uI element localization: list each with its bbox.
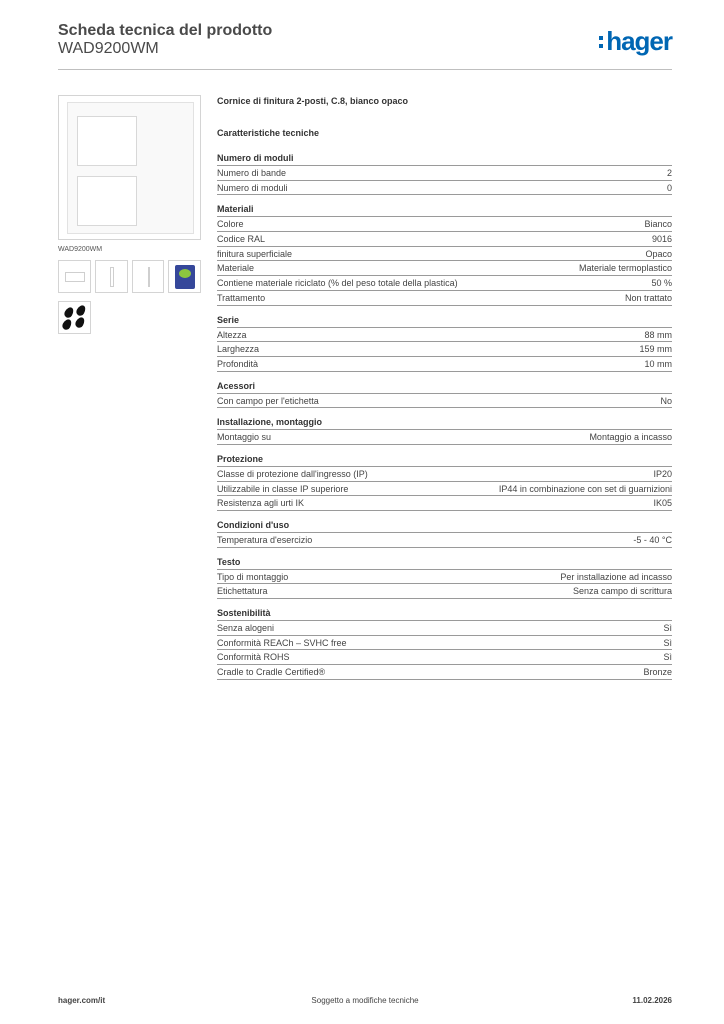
section-title: Materiali [217, 203, 672, 217]
spec-label: Etichettatura [217, 586, 268, 597]
spec-row [217, 291, 672, 306]
spec-sections [217, 152, 672, 680]
drop-shape [61, 318, 73, 332]
spec-label: Profondità [217, 358, 259, 369]
spec-row [217, 181, 672, 196]
spec-row [217, 394, 672, 409]
spec-label: Altezza [217, 329, 247, 340]
spec-value: Bronze [643, 667, 672, 678]
frame-slot-top [77, 116, 137, 166]
spec-section [217, 556, 672, 599]
doc-title: Scheda tecnica del prodotto [58, 22, 273, 39]
thumb-shape [65, 272, 85, 282]
spec-label: Utilizzabile in classe IP superiore [217, 483, 349, 494]
spec-row [217, 533, 672, 548]
spec-label: Conformità ROHS [217, 652, 290, 663]
spec-section [217, 453, 672, 511]
spec-section [217, 203, 672, 305]
spec-label: Classe di protezione dall'ingresso (IP) [217, 468, 368, 479]
tech-specs-title: Caratteristiche tecniche [217, 128, 320, 138]
thumbnail-strip [58, 260, 201, 293]
spec-value: Sì [663, 637, 672, 648]
spec-value: 2 [666, 168, 672, 178]
spec-section [217, 519, 672, 548]
spec-section [217, 380, 672, 409]
drop-shape [63, 306, 75, 320]
spec-row [217, 430, 672, 445]
logo-text: hager [606, 26, 672, 56]
spec-label: Contiene materiale riciclato (% del peso totale della plastica) [217, 278, 458, 289]
spec-value: IK05 [653, 498, 672, 509]
spec-value: 159 mm [639, 344, 672, 355]
product-image [58, 95, 201, 240]
spec-label: Numero di moduli [217, 182, 288, 193]
spec-value: Opaco [645, 248, 672, 259]
spec-value: IP20 [653, 468, 672, 479]
page-header [58, 20, 672, 70]
spec-value: IP44 in combinazione con set di guarnizioni [498, 483, 672, 494]
section-title: Sostenibilità [217, 607, 672, 621]
spec-row [217, 621, 672, 636]
eco-label-icon[interactable] [168, 260, 201, 293]
spec-label: Tipo di montaggio [217, 571, 289, 582]
spec-label: Senza alogeni [217, 623, 275, 634]
section-title: Protezione [217, 453, 672, 467]
spec-row [217, 342, 672, 357]
spec-row [217, 467, 672, 482]
spec-label: Trattamento [217, 292, 266, 303]
spec-value: -5 - 40 °C [633, 535, 672, 545]
frame-vertical-thumb[interactable] [95, 260, 128, 293]
spec-value: Non trattato [624, 292, 672, 303]
section-title: Testo [217, 556, 672, 570]
eco-badge [175, 265, 195, 289]
spec-label: Materiale [217, 263, 255, 274]
frame-illustration [67, 102, 194, 234]
spec-label: Numero di bande [217, 168, 287, 178]
section-title: Serie [217, 314, 672, 328]
spec-row [217, 247, 672, 262]
spec-value: No [660, 395, 672, 406]
spec-value: Montaggio a incasso [589, 432, 672, 443]
spec-row [217, 636, 672, 651]
footer-date: 11.02.2026 [632, 996, 672, 1005]
spec-value: Per installazione ad incasso [560, 571, 672, 582]
spec-row [217, 584, 672, 599]
footer-note: Soggetto a modifiche tecniche [311, 996, 419, 1005]
product-image-caption: WAD9200WM [58, 246, 103, 253]
hager-logo [599, 26, 672, 57]
spec-value: Bianco [644, 219, 672, 230]
spec-section [217, 416, 672, 445]
spec-row [217, 217, 672, 232]
spec-row [217, 261, 672, 276]
spec-section [217, 607, 672, 680]
spec-label: Conformità REACh – SVHC free [217, 637, 347, 648]
spec-row [217, 570, 672, 585]
spec-label: Con campo per l'etichetta [217, 395, 319, 406]
frame-slot-bottom [77, 176, 137, 226]
spec-value: Sì [663, 652, 672, 663]
spec-value: Materiale termoplastico [578, 263, 672, 274]
product-media [58, 95, 201, 334]
section-title: Acessori [217, 380, 672, 394]
spec-label: finitura superficiale [217, 248, 293, 259]
water-drops-icon [58, 301, 91, 334]
spec-label: Larghezza [217, 344, 260, 355]
spec-row [217, 328, 672, 343]
spec-section [217, 314, 672, 372]
footer-website[interactable]: hager.com/it [58, 996, 106, 1005]
spec-label: Codice RAL [217, 234, 266, 245]
section-title: Numero di moduli [217, 152, 672, 166]
spec-row [217, 665, 672, 680]
spec-row [217, 482, 672, 497]
spec-value: Senza campo di scrittura [572, 586, 672, 597]
spec-label: Resistenza agli urti IK [217, 498, 305, 509]
spec-row [217, 276, 672, 291]
spec-label: Montaggio su [217, 432, 272, 443]
spec-section [217, 152, 672, 195]
spec-value: Sì [663, 623, 672, 634]
thumb-shape [148, 267, 150, 287]
spec-label: Temperatura d'esercizio [217, 535, 313, 545]
spec-row [217, 650, 672, 665]
product-name: Cornice di finitura 2-posti, C.8, bianco opaco [217, 96, 409, 106]
spec-value: 9016 [651, 234, 672, 245]
product-code: WAD9200WM [58, 40, 159, 57]
spec-label: Cradle to Cradle Certified® [217, 667, 326, 678]
spec-row [217, 166, 672, 181]
spec-value: 50 % [651, 278, 672, 289]
spec-value: 0 [666, 182, 672, 193]
drop-shape [75, 304, 87, 318]
spec-value: 88 mm [644, 329, 672, 340]
spec-label: Colore [217, 219, 244, 230]
spec-content [217, 96, 672, 688]
spec-row [217, 232, 672, 247]
section-title: Installazione, montaggio [217, 416, 672, 430]
spec-row [217, 496, 672, 511]
section-title: Condizioni d'uso [217, 519, 672, 533]
logo-dots-icon [599, 36, 603, 48]
frame-horizontal-thumb[interactable] [58, 260, 91, 293]
spec-value: 10 mm [644, 358, 672, 369]
spec-row [217, 357, 672, 372]
frame-side-thumb[interactable] [132, 260, 165, 293]
thumb-shape [110, 267, 114, 287]
drop-shape [74, 316, 86, 330]
